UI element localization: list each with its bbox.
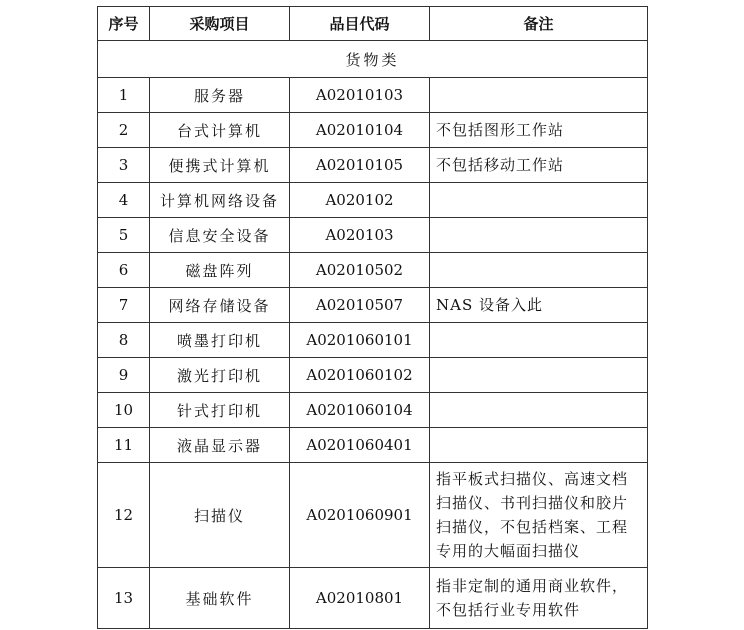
- row-code: A02010103: [290, 78, 430, 113]
- row-seq: 5: [98, 218, 150, 253]
- row-code: A0201060401: [290, 428, 430, 463]
- row-code: A0201060101: [290, 323, 430, 358]
- table-row: [98, 218, 648, 253]
- row-seq: 11: [98, 428, 150, 463]
- row-item: 液晶显示器: [150, 428, 290, 463]
- row-code: A020102: [290, 183, 430, 218]
- row-note: [430, 323, 648, 358]
- row-seq: 3: [98, 148, 150, 183]
- row-seq: 7: [98, 288, 150, 323]
- header-item: 采购项目: [150, 7, 290, 41]
- header-row: [98, 7, 648, 41]
- row-code: A0201060901: [290, 463, 430, 568]
- row-item: 喷墨打印机: [150, 323, 290, 358]
- table-row: [98, 148, 648, 183]
- row-item: 服务器: [150, 78, 290, 113]
- row-note: NAS 设备入此: [430, 288, 648, 323]
- row-item: 磁盘阵列: [150, 253, 290, 288]
- row-item: 计算机网络设备: [150, 183, 290, 218]
- table-row: [98, 428, 648, 463]
- row-seq: 6: [98, 253, 150, 288]
- row-note: 指非定制的通用商业软件，不包括行业专用软件: [430, 568, 648, 629]
- row-note: 不包括移动工作站: [430, 148, 648, 183]
- table-row: [98, 78, 648, 113]
- row-item: 基础软件: [150, 568, 290, 629]
- table-row: [98, 393, 648, 428]
- row-seq: 8: [98, 323, 150, 358]
- header-seq: 序号: [98, 7, 150, 41]
- header-note: 备注: [430, 7, 648, 41]
- row-seq: 1: [98, 78, 150, 113]
- table-row: [98, 323, 648, 358]
- row-item: 激光打印机: [150, 358, 290, 393]
- row-code: A0201060104: [290, 393, 430, 428]
- row-seq: 12: [98, 463, 150, 568]
- row-note: [430, 393, 648, 428]
- row-note: 不包括图形工作站: [430, 113, 648, 148]
- row-code: A02010105: [290, 148, 430, 183]
- row-item: 台式计算机: [150, 113, 290, 148]
- row-note: [430, 183, 648, 218]
- table-row: [98, 358, 648, 393]
- row-seq: 4: [98, 183, 150, 218]
- row-note: [430, 358, 648, 393]
- table-row: [98, 253, 648, 288]
- row-code: A02010801: [290, 568, 430, 629]
- row-code: A020103: [290, 218, 430, 253]
- row-seq: 10: [98, 393, 150, 428]
- procurement-table: [97, 6, 648, 629]
- row-note: [430, 218, 648, 253]
- table-row: [98, 463, 648, 568]
- row-seq: 2: [98, 113, 150, 148]
- row-note: [430, 428, 648, 463]
- table-row: [98, 183, 648, 218]
- row-item: 网络存储设备: [150, 288, 290, 323]
- row-note: [430, 78, 648, 113]
- category-label: 货物类: [98, 41, 648, 78]
- table-row: [98, 288, 648, 323]
- row-item: 信息安全设备: [150, 218, 290, 253]
- table-row: [98, 568, 648, 629]
- header-code: 品目代码: [290, 7, 430, 41]
- row-item: 针式打印机: [150, 393, 290, 428]
- row-code: A02010104: [290, 113, 430, 148]
- category-row: [98, 41, 648, 78]
- row-code: A0201060102: [290, 358, 430, 393]
- row-seq: 13: [98, 568, 150, 629]
- row-note: 指平板式扫描仪、高速文档扫描仪、书刊扫描仪和胶片扫描仪，不包括档案、工程专用的大幅面扫描仪: [430, 463, 648, 568]
- row-note: [430, 253, 648, 288]
- row-item: 扫描仪: [150, 463, 290, 568]
- row-item: 便携式计算机: [150, 148, 290, 183]
- row-seq: 9: [98, 358, 150, 393]
- row-code: A02010502: [290, 253, 430, 288]
- table-row: [98, 113, 648, 148]
- row-code: A02010507: [290, 288, 430, 323]
